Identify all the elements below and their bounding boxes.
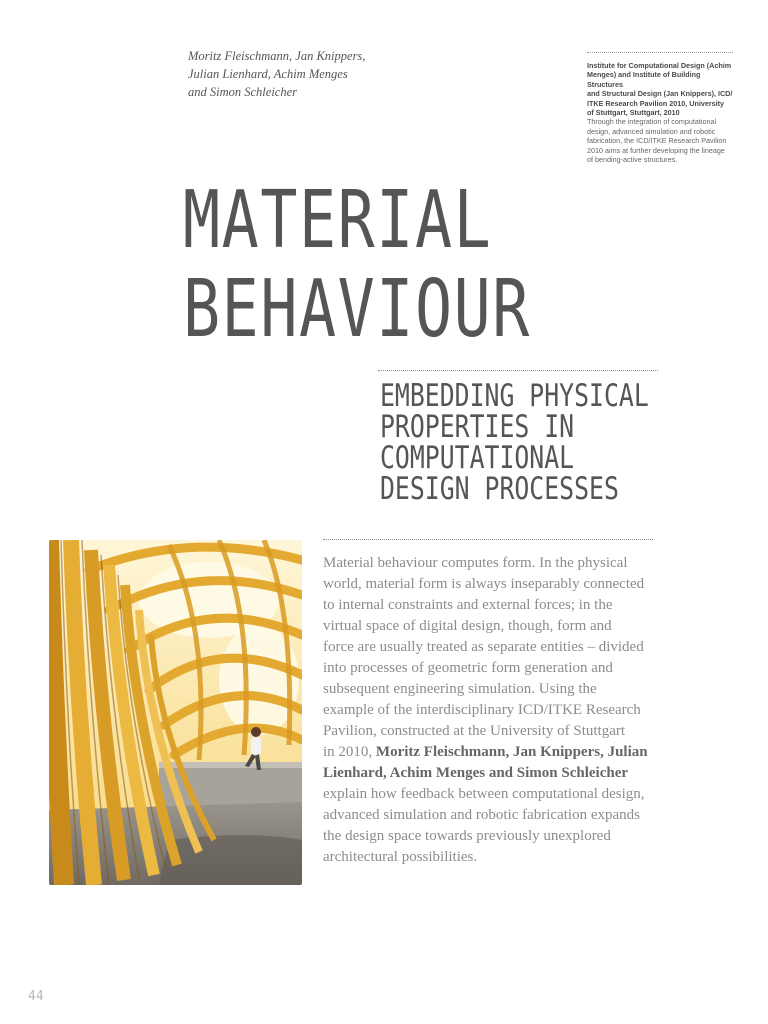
intro-line: architectural possibilities. [323,849,478,865]
caption-line: fabrication, the ICD/ITKE Research Pavilion [587,136,727,146]
caption-line: Through the integration of computational [587,117,717,127]
intro-line: example of the interdisciplinary ICD/ITKE Research [323,702,641,718]
caption-credit-line: Menges) and Institute of Building Structures [587,70,701,89]
authors [188,47,438,101]
intro-line: the design space towards previously unexplored [323,828,611,844]
intro-line: explain how feedback between computational design, [323,786,645,802]
intro-line: Pavilion, constructed at the University of Stuttgart [323,723,626,739]
caption-credit-line: of Stuttgart, Stuttgart, 2010 [587,108,680,118]
caption-line: design, advanced simulation and robotic [587,126,716,136]
caption-credit [587,61,733,117]
intro-authors-bold: Lienhard, Achim Menges and Simon Schleicher [323,765,629,781]
image-caption [587,52,733,164]
intro-line: world, material form is always inseparably connected [323,576,645,592]
article-intro [323,553,653,868]
author-line: Julian Lienhard, Achim Menges [188,67,348,81]
divider-rule [323,539,653,540]
article-title [183,176,531,354]
title-line-2: BEHAVIOUR [183,263,531,355]
pavilion-photo-illustration [49,540,302,885]
pavilion-photo [49,540,302,885]
intro-line [323,763,653,784]
intro-line: advanced simulation and robotic fabrication expands [323,807,640,823]
subtitle-line: DESIGN PROCESSES [380,471,619,507]
caption-credit-line: ITKE Research Pavilion 2010, University [587,98,725,108]
caption-credit-line: Institute for Computational Design (Achim [587,61,732,70]
author-line: Moritz Fleischmann, Jan Knippers, [188,49,366,63]
author-line: and Simon Schleicher [188,85,298,99]
intro-line: subsequent engineering simulation. Using the [323,681,597,697]
intro-line: Material behaviour computes form. In the physical [323,555,628,571]
intro-line-plain: in 2010, [323,744,373,760]
divider-rule [378,370,658,371]
subtitle-line: COMPUTATIONAL [380,440,575,476]
article-subtitle [380,378,649,507]
intro-line: to internal constraints and external forces; in the [323,597,613,613]
subtitle-line: PROPERTIES IN [380,409,575,445]
caption-credit-line: and Structural Design (Jan Knippers), ICD/ [587,89,733,99]
caption-description [587,117,733,164]
caption-line: of bending-active structures. [587,155,678,165]
title-line-1: MATERIAL [183,174,493,266]
caption-line: 2010 aims at further developing the lineage [587,145,725,155]
intro-line: force are usually treated as separate entities – divided [323,639,644,655]
intro-line: into processes of geometric form generation and [323,660,613,676]
page-number: 44 [28,989,44,1004]
subtitle-line: EMBEDDING PHYSICAL [380,378,649,414]
intro-authors-bold: Moritz Fleischmann, Jan Knippers, Julian [375,744,648,760]
intro-line: virtual space of digital design, though, form and [323,618,612,634]
intro-line [323,742,653,763]
